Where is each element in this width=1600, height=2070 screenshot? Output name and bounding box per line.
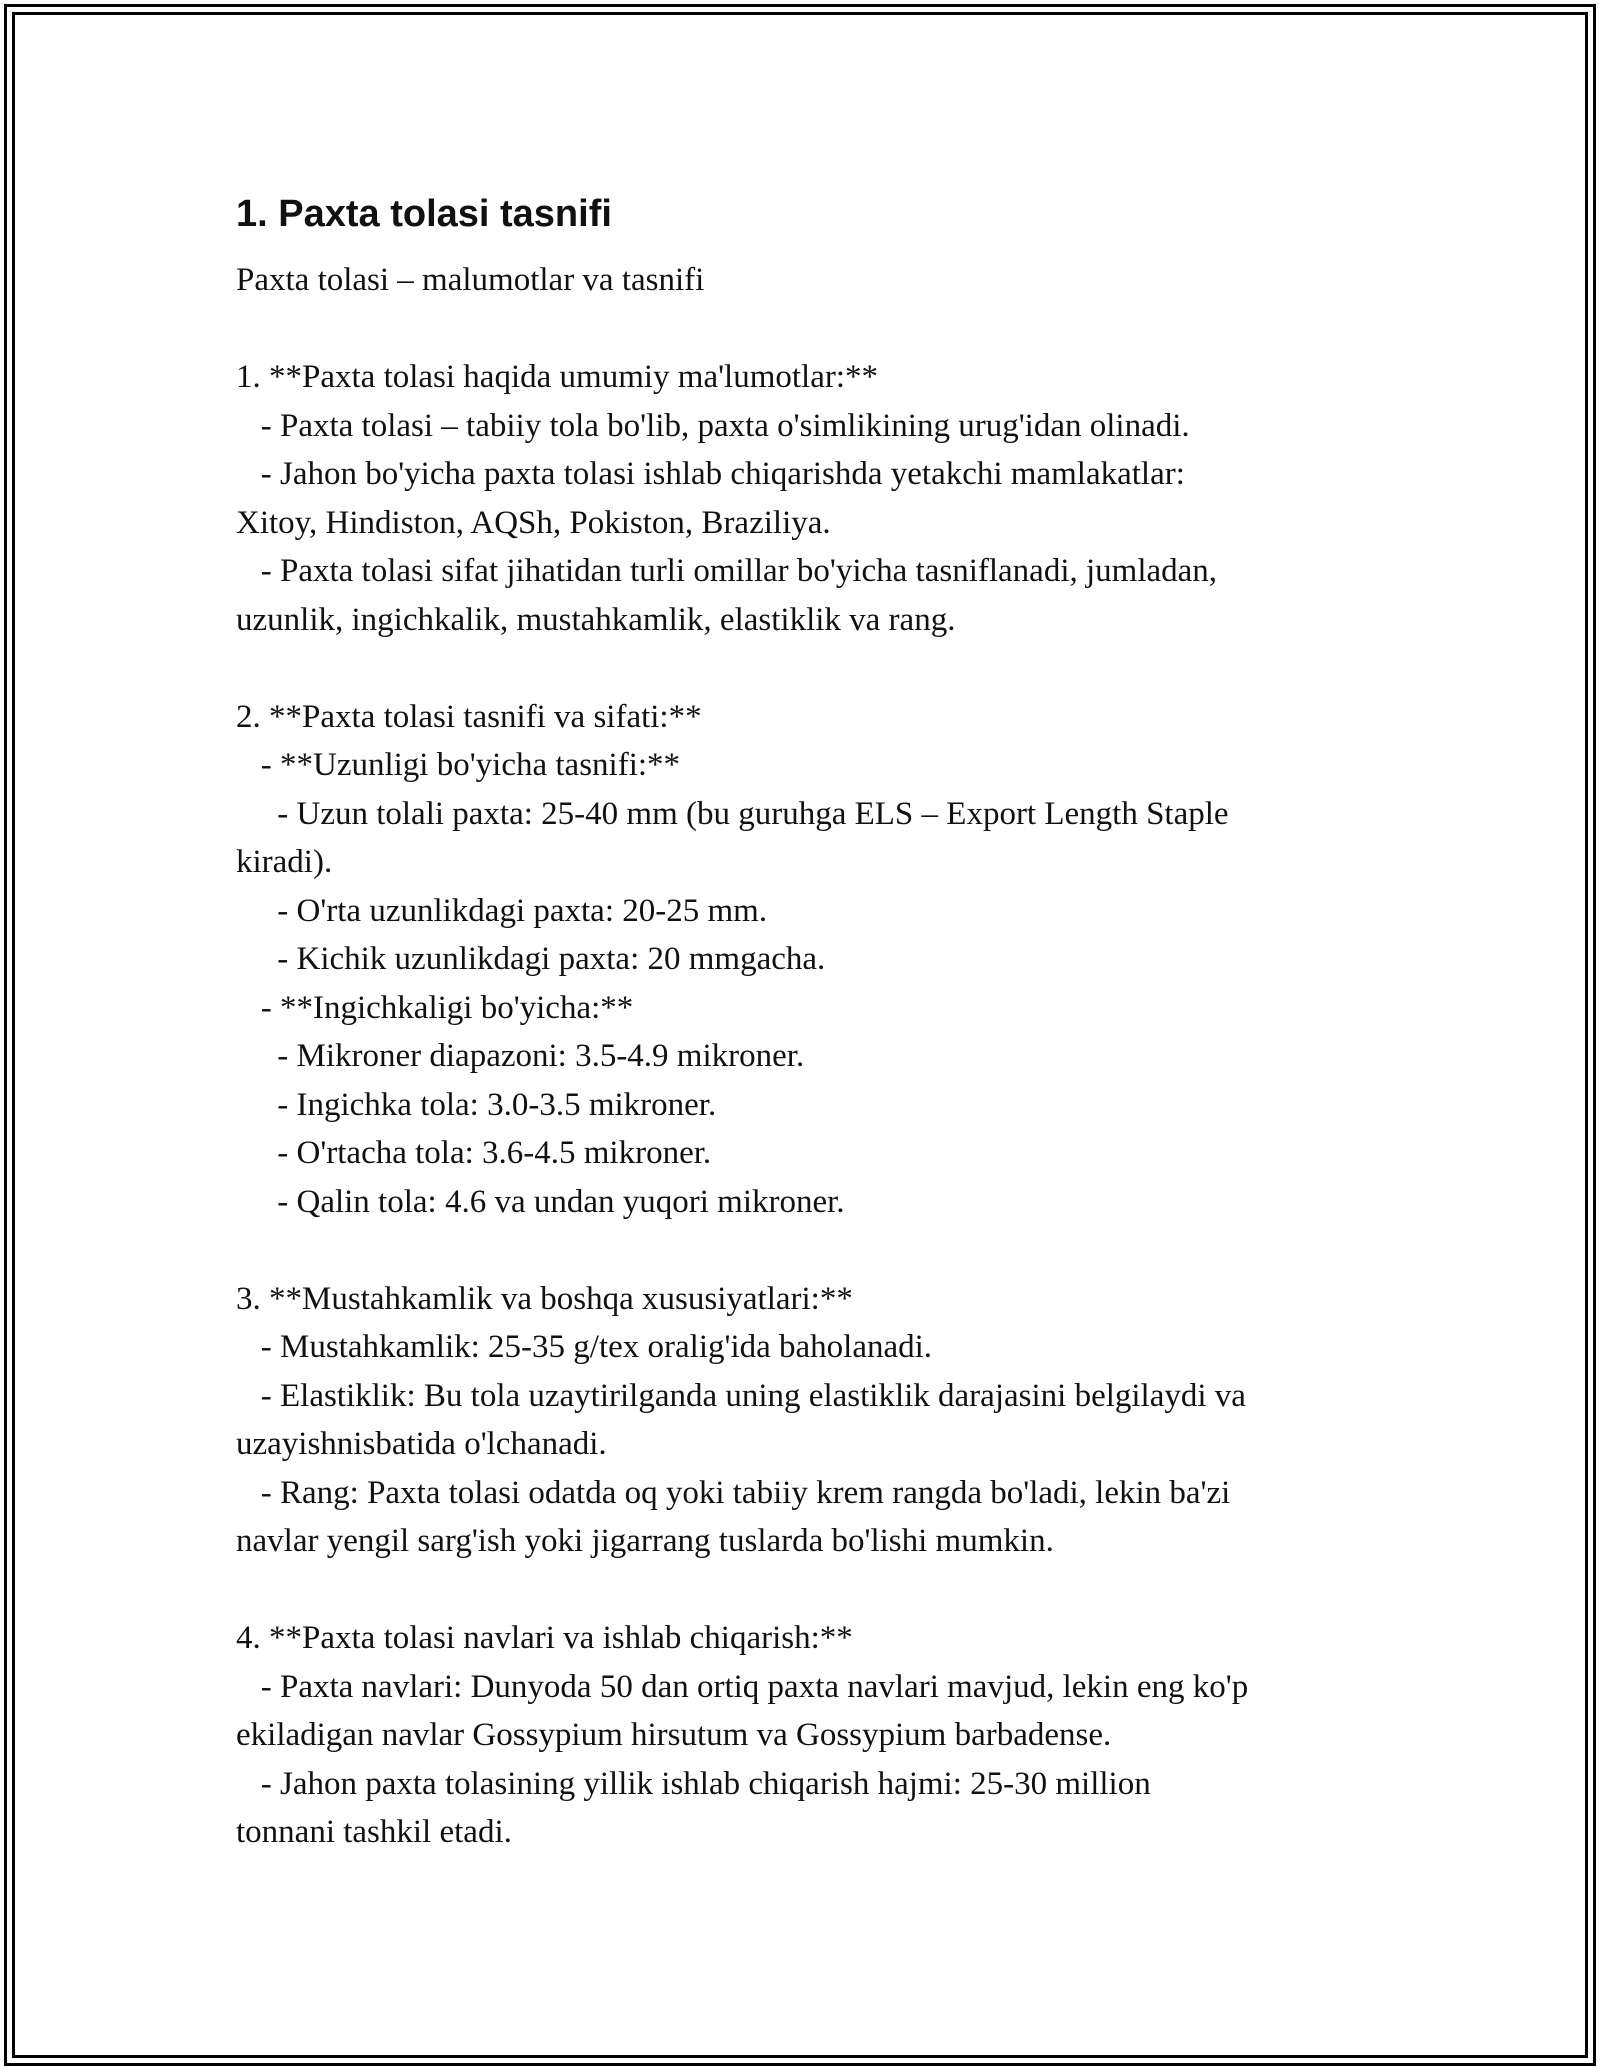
text-line: - **Ingichkaligi bo'yicha:**	[236, 989, 634, 1026]
document-body	[236, 188, 1416, 1857]
text-line: - Rang: Paxta tolasi odatda oq yoki tabiiy krem rangda bo'ladi, lekin ba'zi	[236, 1474, 1231, 1511]
text-line: - **Uzunligi bo'yicha tasnifi:**	[236, 747, 681, 783]
document-text	[236, 256, 1416, 1857]
text-line: uzayishnisbatida o'lchanadi.	[236, 1426, 607, 1462]
text-line: - Paxta navlari: Dunyoda 50 dan ortiq paxta navlari mavjud, lekin eng ko'p	[236, 1668, 1249, 1705]
text-line	[236, 1226, 1416, 1275]
text-line: - O'rta uzunlikdagi paxta: 20-25 mm.	[236, 892, 768, 929]
text-line: - Uzun tolali paxta: 25-40 mm (bu guruhga ELS – Export Length Staple	[236, 795, 1229, 832]
text-line	[236, 305, 1416, 354]
text-line: Xitoy, Hindiston, AQSh, Pokiston, Braziliya.	[236, 504, 831, 541]
text-line: - Elastiklik: Bu tola uzaytirilganda uning elastiklik darajasini belgilaydi va	[236, 1377, 1246, 1414]
text-line: - Ingichka tola: 3.0-3.5 mikroner.	[236, 1086, 717, 1123]
text-line: - Paxta tolasi sifat jihatidan turli omillar bo'yicha tasniflanadi, jumladan,	[236, 553, 1218, 589]
text-line: - Qalin tola: 4.6 va undan yuqori mikroner.	[236, 1183, 845, 1220]
text-line: - Mikroner diapazoni: 3.5-4.9 mikroner.	[236, 1038, 805, 1074]
document-title: 1. Paxta tolasi tasnifi	[236, 193, 612, 235]
text-line: 2. **Paxta tolasi tasnifi va sifati:**	[236, 698, 702, 735]
text-line: 3. **Mustahkamlik va boshqa xususiyatlari:**	[236, 1280, 853, 1317]
text-line: - Mustahkamlik: 25-35 g/tex oralig'ida baholanadi.	[236, 1329, 933, 1365]
text-line: 4. **Paxta tolasi navlari va ishlab chiqarish:**	[236, 1620, 853, 1656]
text-line: 1. **Paxta tolasi haqida umumiy ma'lumotlar:**	[236, 359, 879, 395]
text-line: tonnani tashkil etadi.	[236, 1814, 512, 1850]
text-line	[236, 1566, 1416, 1615]
text-line: ekiladigan navlar Gossypium hirsutum va Gossypium barbadense.	[236, 1717, 1112, 1753]
text-line: - Jahon paxta tolasining yillik ishlab chiqarish hajmi: 25-30 million	[236, 1765, 1151, 1802]
text-line: navlar yengil sarg'ish yoki jigarrang tuslarda bo'lishi mumkin.	[236, 1523, 1054, 1559]
text-line: - O'rtacha tola: 3.6-4.5 mikroner.	[236, 1135, 712, 1171]
text-line: Paxta tolasi – malumotlar va tasnifi	[236, 262, 705, 298]
text-line: uzunlik, ingichkalik, mustahkamlik, elastiklik va rang.	[236, 601, 956, 638]
text-line	[236, 644, 1416, 693]
text-line: kiradi).	[236, 844, 333, 880]
text-line: - Paxta tolasi – tabiiy tola bo'lib, paxta o'simlikining urug'idan olinadi.	[236, 407, 1190, 444]
text-line: - Kichik uzunlikdagi paxta: 20 mmgacha.	[236, 941, 826, 977]
text-line: - Jahon bo'yicha paxta tolasi ishlab chiqarishda yetakchi mamlakatlar:	[236, 456, 1185, 492]
